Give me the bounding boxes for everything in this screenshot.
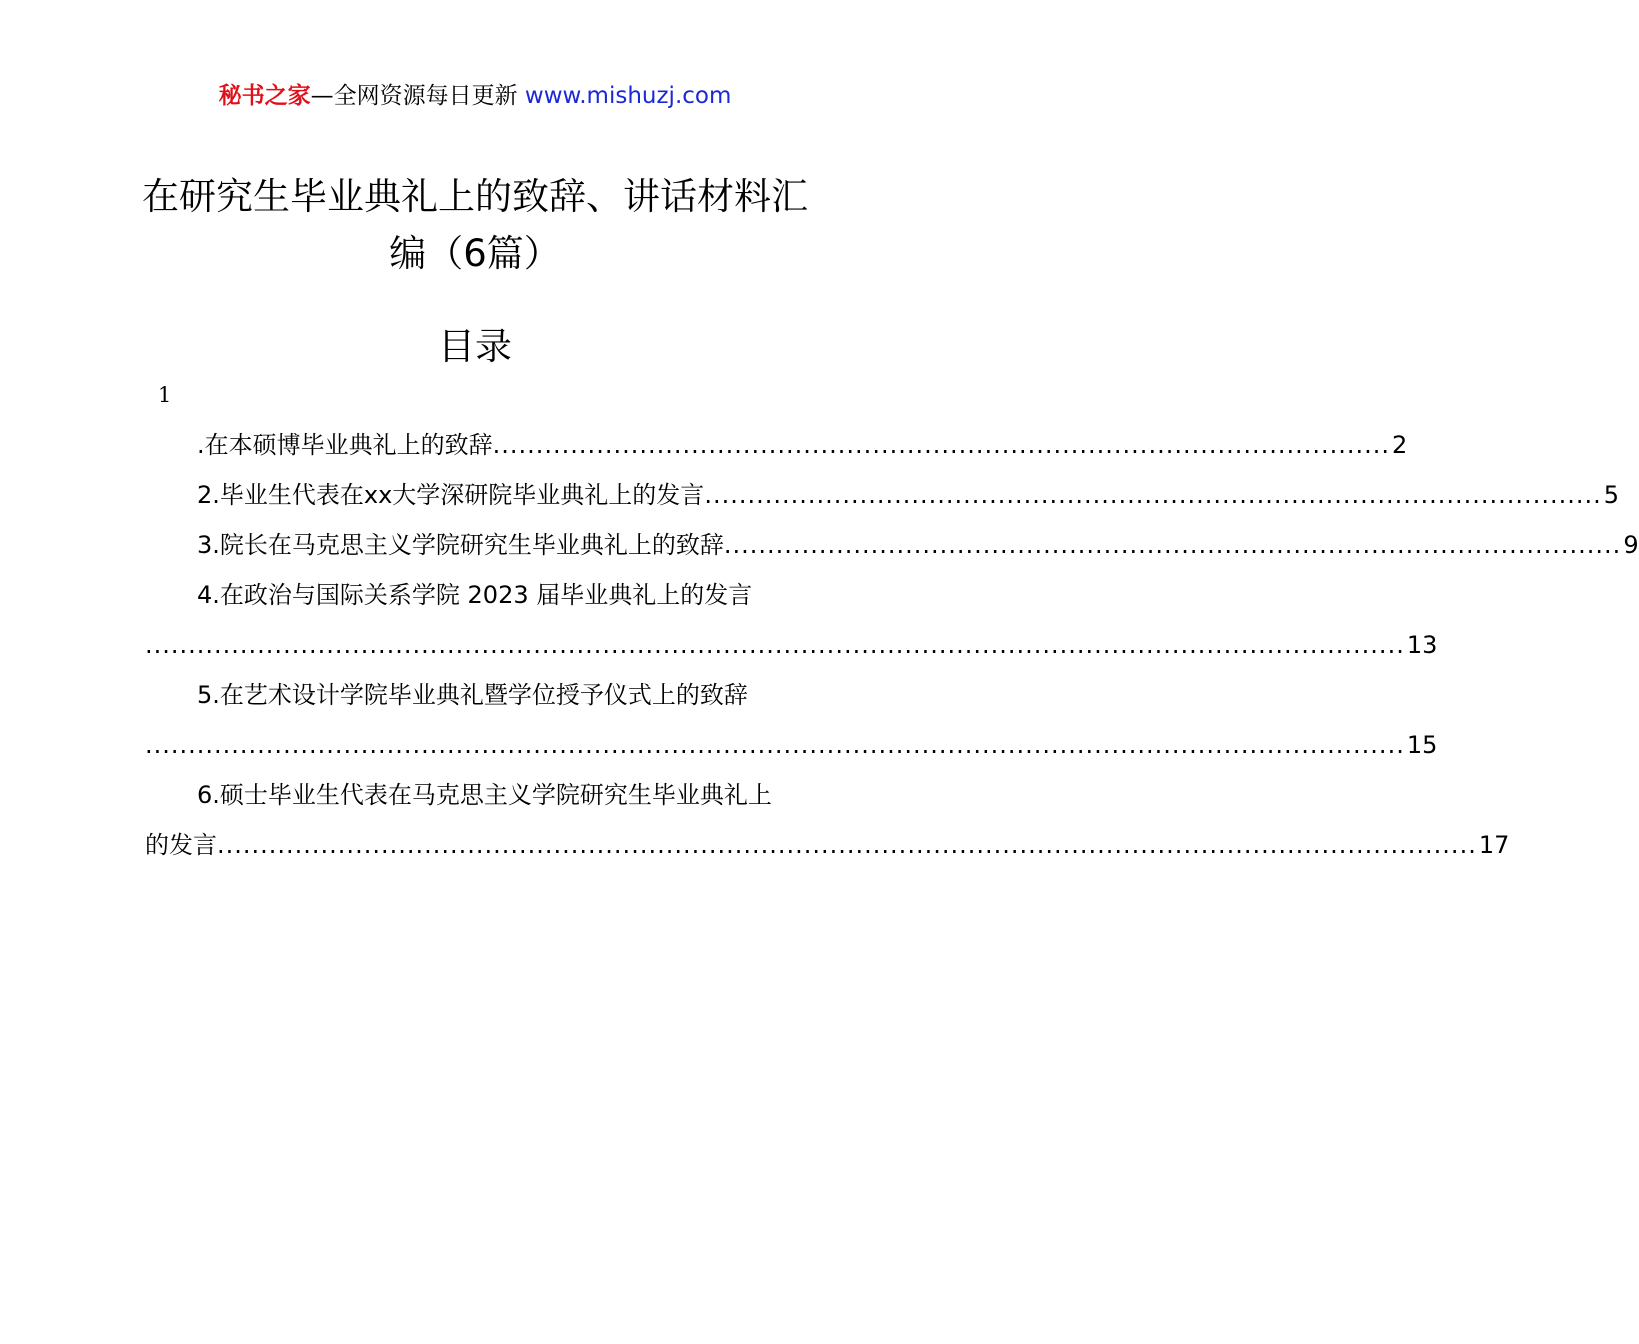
leader-dots: .................................................................................................................................................. bbox=[145, 731, 1405, 759]
toc-entry-5-text: 5.在艺术设计学院毕业典礼暨学位授予仪式上的致辞 bbox=[145, 681, 748, 709]
table-of-contents bbox=[145, 420, 1639, 870]
stray-number: 1 bbox=[158, 383, 172, 407]
header-tagline: —全网资源每日更新 bbox=[310, 83, 518, 109]
leader-dots: ........................................................................................................ bbox=[723, 531, 1622, 559]
toc-entry-2-page: 5 bbox=[1603, 481, 1619, 509]
toc-entry-6-text: 6.硕士毕业生代表在马克思主义学院研究生毕业典礼上 bbox=[145, 781, 772, 809]
toc-entry-6-text-cont: 的发言 bbox=[145, 820, 217, 870]
toc-entry-6-cont[interactable] bbox=[145, 820, 1510, 870]
toc-heading: 目录 bbox=[438, 325, 512, 368]
toc-entry-3-page: 9 bbox=[1623, 531, 1639, 559]
leader-dots: .................................................................................................................................................. bbox=[145, 631, 1405, 659]
toc-entry-5-cont[interactable] bbox=[145, 720, 1438, 770]
toc-entry-4-text: 4.在政治与国际关系学院 2023 届毕业典礼上的发言 bbox=[145, 581, 752, 609]
leader-dots: .................................................................................................................................................. bbox=[217, 831, 1477, 859]
toc-entry-6[interactable] bbox=[145, 770, 805, 820]
toc-entry-2-text: 2.毕业生代表在xx大学深研院毕业典礼上的发言 bbox=[145, 470, 704, 520]
toc-entry-5-page: 15 bbox=[1406, 731, 1438, 759]
site-url-link[interactable]: www.mishuzj.com bbox=[524, 83, 732, 109]
site-header bbox=[0, 80, 950, 112]
toc-entry-3[interactable] bbox=[145, 520, 1639, 570]
toc-entry-4-page: 13 bbox=[1406, 631, 1438, 659]
toc-entry-1[interactable] bbox=[145, 420, 1408, 470]
toc-entry-2[interactable] bbox=[145, 470, 1619, 520]
toc-entry-1-text: .在本硕博毕业典礼上的致辞 bbox=[145, 420, 493, 470]
leader-dots: ........................................................................................................ bbox=[704, 481, 1602, 509]
toc-entry-1-page: 2 bbox=[1392, 431, 1408, 459]
toc-entry-3-text: 3.院长在马克思主义学院研究生毕业典礼上的致辞 bbox=[145, 520, 724, 570]
toc-entry-4-cont[interactable] bbox=[145, 620, 1438, 670]
document-title: 在研究生毕业典礼上的致辞、讲话材料汇编（6篇） bbox=[142, 175, 808, 275]
brand-name: 秘书之家 bbox=[218, 83, 311, 109]
toc-entry-5[interactable] bbox=[145, 670, 805, 720]
leader-dots: ........................................................................................................ bbox=[492, 431, 1391, 459]
toc-entry-4[interactable] bbox=[145, 570, 805, 620]
toc-entry-6-page: 17 bbox=[1478, 831, 1510, 859]
